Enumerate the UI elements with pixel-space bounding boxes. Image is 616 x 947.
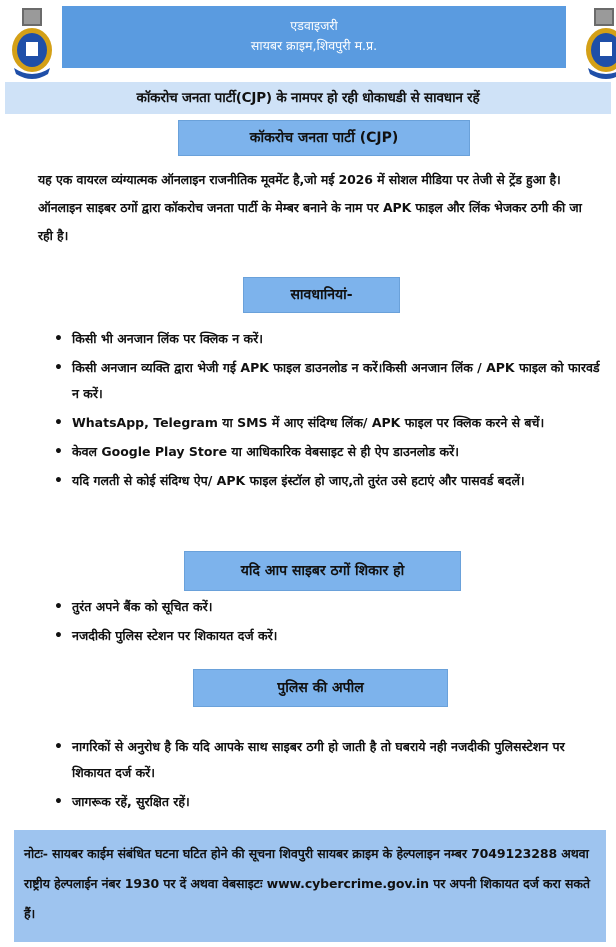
cjp-heading: कॉकरोच जनता पार्टी (CJP) bbox=[178, 120, 470, 156]
list-item: • WhatsApp, Telegram या SMS में आए संदिग्ध लिंक/ APK फाइल पर क्लिक करने से बचें। bbox=[48, 410, 600, 436]
police-emblem-icon bbox=[8, 6, 56, 82]
police-emblem-icon bbox=[584, 6, 616, 82]
appeal-list bbox=[48, 734, 600, 818]
list-item: • नागरिकों से अनुरोध है कि यदि आपके साथ साइबर ठगी हो जाती है तो घबराये नही नजदीकी पुलिसस्टेशन पर शिकायत दर्ज करें। bbox=[48, 734, 600, 786]
advisory-issuer: सायबर क्राइम,शिवपुरी म.प्र. bbox=[250, 38, 378, 53]
list-item: • यदि गलती से कोई संदिग्ध ऐप/ APK फाइल इंस्टॉल हो जाए,तो तुरंत उसे हटाएं और पासवर्ड बदलें। bbox=[48, 468, 600, 494]
precautions-heading: सावधानियां- bbox=[243, 277, 400, 313]
list-item: • केवल Google Play Store या आधिकारिक वेबसाइट से ही ऐप डाउनलोड करें। bbox=[48, 439, 600, 465]
precautions-list bbox=[48, 326, 600, 497]
list-item: • जागरूक रहें, सुरक्षित रहें। bbox=[48, 789, 600, 815]
helpline-note: नोटः- सायबर काईम संबंधित घटना घटित होने की सूचना शिवपुरी सायबर क्राइम के हेल्पलाइन नम्बर 7049123288 अथवा राष्ट्रीय हेल्पलाईन नंबर 1930 पर दें अथवा वेबसाइटः www.cybercrime.gov.in पर अपनी शिकायत दर्ज करा सकते हैं। bbox=[14, 830, 606, 942]
warning-headline: कॉकरोच जनता पार्टी(CJP) के नामपर हो रही धोकाधडी से सावधान रहें bbox=[5, 82, 611, 114]
victim-heading: यदि आप साइबर ठगों शिकार हो bbox=[184, 551, 461, 591]
advisory-title: एडवाइजरी bbox=[290, 18, 338, 33]
list-item: • किसी भी अनजान लिंक पर क्लिक न करें। bbox=[48, 326, 600, 352]
list-item: • तुरंत अपने बैंक को सूचित करें। bbox=[48, 594, 600, 620]
advisory-banner bbox=[62, 6, 566, 68]
list-item: • किसी अनजान व्यक्ति द्वारा भेजी गई APK फाइल डाउनलोड न करें।किसी अनजान लिंक / APK फाइल को फारवर्ड न करें। bbox=[48, 355, 600, 407]
cjp-description: यह एक वायरल व्यंग्यात्मक ऑनलाइन राजनीतिक मूवमेंट है,जो मई 2026 में सोशल मीडिया पर तेजी से ट्रेंड हुआ है। ऑनलाइन साइबर ठगों द्वारा कॉकरोच जनता पार्टी के मेम्बर बनाने के नाम पर APK फाइल और लिंक भेजकर ठगी की जा रही है। bbox=[38, 172, 582, 243]
victim-list bbox=[48, 594, 600, 652]
appeal-heading: पुलिस की अपील bbox=[193, 669, 448, 707]
list-item: • नजदीकी पुलिस स्टेशन पर शिकायत दर्ज करें। bbox=[48, 623, 600, 649]
